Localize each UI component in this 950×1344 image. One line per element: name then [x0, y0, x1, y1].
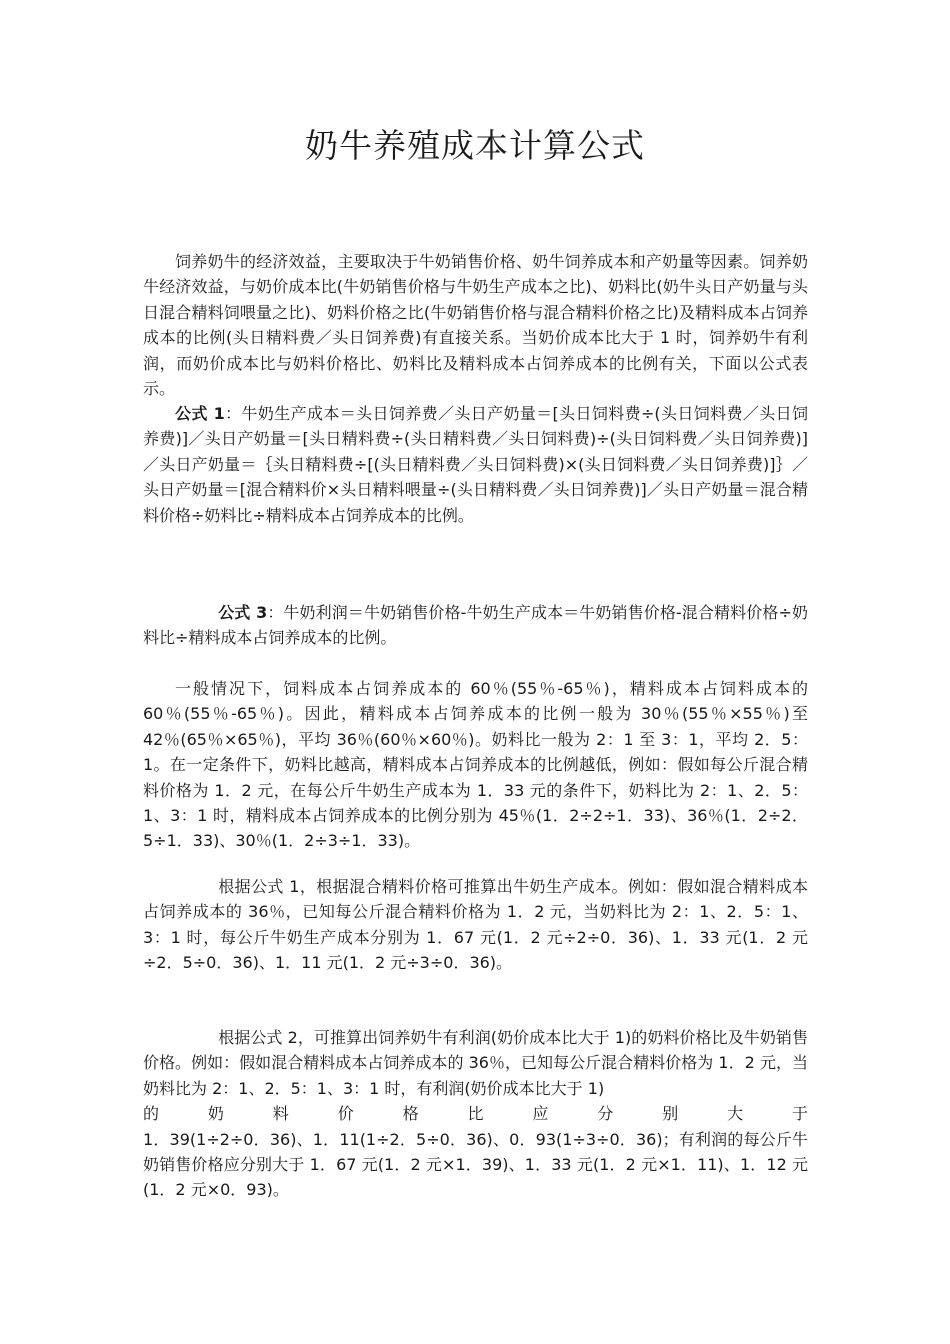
formula-2-example-paragraph [143, 1025, 808, 1203]
formula-2-example-text-2: 的 奶 料 价 格 比 应 分 别 大 于 [143, 1104, 808, 1124]
formula-1-example-paragraph: 根据公式 1，根据混合精料价格可推算出牛奶生产成本。例如：假如混合精料成本占饲养成本的 36％，已知每公斤混合精料价格为 1．2 元，当奶料比为 2：1、2．5：1、3：1 时，每公斤牛奶生产成本分别为 1．67 元(1．2 元÷2÷0．36)、1．33 元(1．2 元÷2．5÷0．36)、1．11 元(1．2 元÷3÷0．36)。 [143, 877, 808, 973]
formula-1-label: 公式 1 [175, 404, 225, 423]
document-title: 奶牛养殖成本计算公式 [305, 126, 645, 165]
formula-2-example-text-3: 1．39(1÷2÷0．36)、1．11(1÷2．5÷0．36)、0．93(1÷3÷0．36)；有利润的每公斤牛奶销售价格应分别大于 1．67 元(1．2 元×1．39)、1．33 元(1．2 元×1．11)、1．12 元(1．2 元×0．93)。 [143, 1129, 808, 1200]
formula-1-paragraph [143, 401, 808, 528]
formula-1-text: ：牛奶生产成本＝头日饲养费／头日产奶量＝[头日饲料费÷(头日饲料费／头日饲养费)]／头日产奶量＝[头日精料费÷(头日精料费／头日饲料费)÷(头日饲料费／头日饲养费)]／头日产奶量＝｛头日精料费÷[(头日精料费／头日饲料费)×(头日饲料费／头日饲养费)]｝／头日产奶量＝[混合精料价×头日精料喂量÷(头日精料费／头日饲养费)]／头日产奶量＝混合精料价格÷奶料比÷精料成本占饲养成本的比例。 [143, 404, 808, 525]
intro-paragraph: 饲养奶牛的经济效益，主要取决于牛奶销售价格、奶牛饲养成本和产奶量等因素。饲养奶牛经济效益，与奶价成本比(牛奶销售价格与牛奶生产成本之比)、奶料比(奶牛头日产奶量与头日混合精料饲喂量之比)、奶料价格之比(牛奶销售价格与混合精料价格之比)及精料成本占饲养成本的比例(头日精料费／头日饲养费)有直接关系。当奶价成本比大于 1 时，饲养奶牛有利润，而奶价成本比与奶料价格比、奶料比及精料成本占饲养成本的比例有关，下面以公式表示。 [143, 252, 808, 399]
formula-2-example-text-1: 根据公式 2，可推算出饲养奶牛有利润(奶价成本比大于 1)的奶料价格比及牛奶销售价格。例如：假如混合精料成本占饲养成本的 36％，已知每公斤混合精料价格为 1．2 元，当奶料比为 2：1、2．5：1、3：1 时，有利润(奶价成本比大于 1) [143, 1028, 808, 1098]
general-conditions-paragraph: 一般情况下，饲料成本占饲养成本的 60％(55％-65％)，精料成本占饲料成本的 60％(55％-65％)。因此，精料成本占饲养成本的比例一般为 30％(55％×55％)至 42％(65％×65％)，平均 36％(60％×60％)。奶料比一般为 2：1 至 3：1，平均 2．5：1。在一定条件下，奶料比越高，精料成本占饲养成本的比例越低，例如：假如每公斤混合精料价格为 1．2 元，在每公斤牛奶生产成本为 1．33 元的条件下，奶料比为 2：1、2．5：1、3：1 时，精料成本占饲养成本的比例分别为 45％(1．2÷2÷1．33)、36％(1．2÷2．5÷1．33)、30％(1．2÷3÷1．33)。 [143, 679, 808, 851]
formula-3-label: 公式 3 [218, 603, 268, 622]
formula-3-text: ：牛奶利润＝牛奶销售价格-牛奶生产成本＝牛奶销售价格-混合精料价格÷奶料比÷精料成本占饲养成本的比例。 [143, 603, 808, 648]
formula-3-paragraph [143, 600, 808, 651]
